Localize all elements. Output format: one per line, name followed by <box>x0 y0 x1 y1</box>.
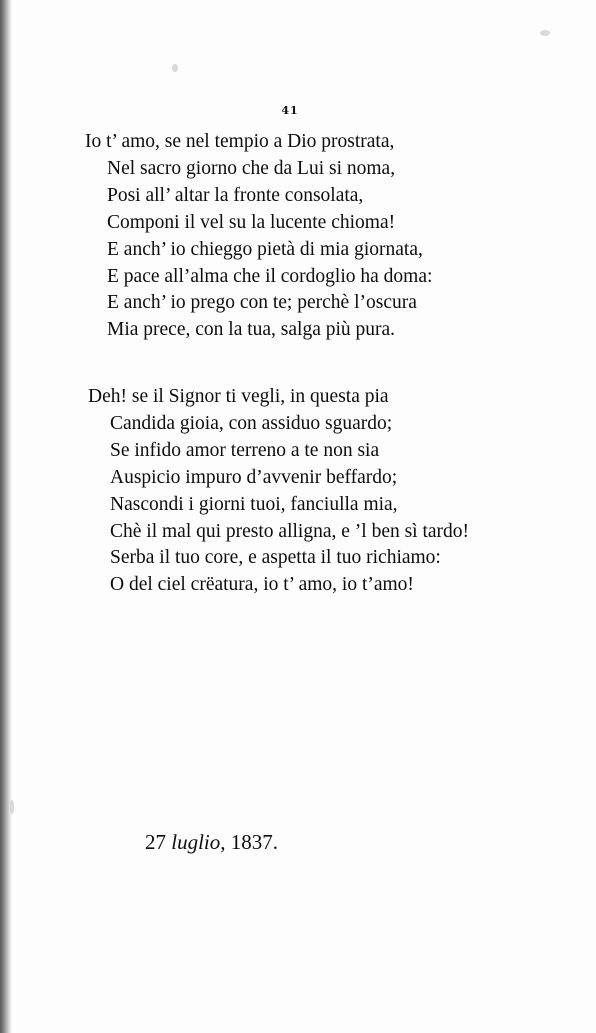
poem-line: Nascondi i giorni tuoi, fanciulla mia, <box>110 494 398 515</box>
paper-speck <box>10 800 14 814</box>
poem-line: Serba il tuo core, e aspetta il tuo richiamo: <box>110 547 441 568</box>
poem-line: Chè il mal qui presto alligna, e ’l ben sì tardo! <box>110 521 470 542</box>
poem-line: O del ciel crëatura, io t’ amo, io t’amo! <box>110 574 414 595</box>
poem-line: E anch’ io prego con te; perchè l’oscura <box>107 292 417 313</box>
poem-line: Io t’ amo, se nel tempio a Dio prostrata, <box>85 131 395 152</box>
date-day: 27 <box>145 830 166 854</box>
paper-speck <box>540 30 550 36</box>
date-year: 1837. <box>230 830 279 854</box>
page-number: 41 <box>281 104 299 117</box>
poem-line: Mia prece, con la tua, salga più pura. <box>107 319 396 340</box>
poem-line: Auspicio impuro d’avvenir beffardo; <box>110 467 398 488</box>
paper-speck <box>172 64 178 72</box>
poem-line: E anch’ io chieggo pietà di mia giornata, <box>107 239 423 260</box>
page-spine-shadow <box>0 0 12 1033</box>
poem-line: Nel sacro giorno che da Lui si noma, <box>107 158 396 179</box>
poem-line: Deh! se il Signor ti vegli, in questa pia <box>88 386 389 407</box>
poem-line: Posi all’ altar la fronte consolata, <box>107 185 364 206</box>
poem-line: E pace all’alma che il cordoglio ha doma: <box>107 266 433 287</box>
poem-date <box>145 830 278 855</box>
poem-line: Se infido amor terreno a te non sia <box>110 440 380 461</box>
date-month: luglio, <box>171 830 226 854</box>
poem-line: Candida gioia, con assiduo sguardo; <box>110 413 393 434</box>
poem-line: Componi il vel su la lucente chioma! <box>107 212 396 233</box>
